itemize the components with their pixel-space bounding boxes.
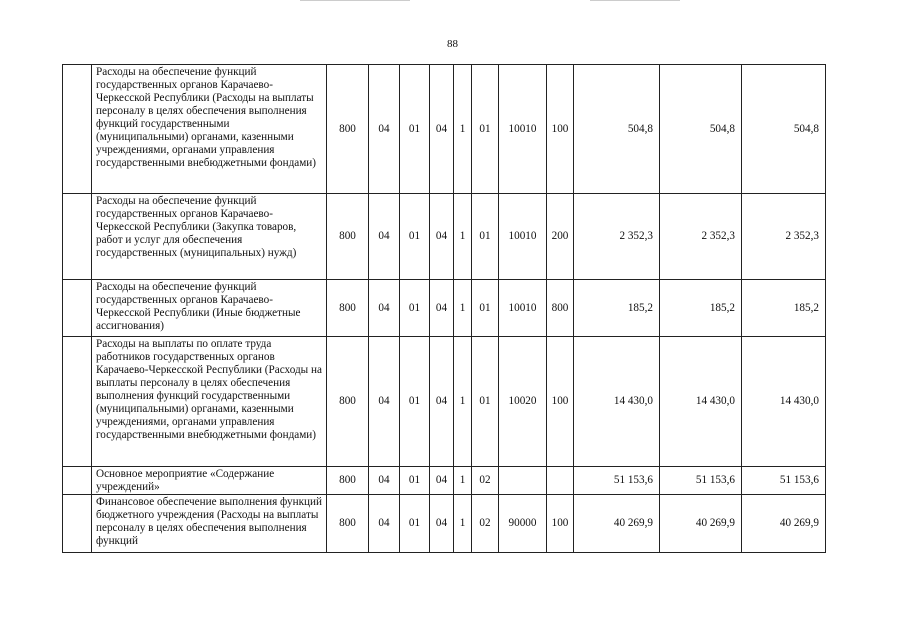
code-cell-c5: 1 [454,467,472,495]
code-cell-c6: 02 [472,467,499,495]
code-cell-c8 [547,467,574,495]
amount-cell-v2: 504,8 [660,65,742,194]
code-cell-c3: 01 [400,337,430,467]
amount-cell-v2: 185,2 [660,280,742,337]
code-cell-c4: 04 [430,467,454,495]
table-row [63,194,826,280]
table-row [63,280,826,337]
code-cell-c7: 10020 [499,337,547,467]
code-cell-c7 [499,467,547,495]
code-cell-c2: 04 [369,467,400,495]
amount-cell-v2: 14 430,0 [660,337,742,467]
code-cell-c3: 01 [400,65,430,194]
expense-name-cell: Расходы на обеспечение функций государственных органов Карачаево-Черкесской Республики (Закупка товаров, работ и услуг для обеспечения государственных (муниципальных) нужд) [92,194,327,280]
code-cell-c3: 01 [400,194,430,280]
code-cell-c2: 04 [369,65,400,194]
amount-cell-v1: 2 352,3 [574,194,660,280]
amount-cell-v1: 14 430,0 [574,337,660,467]
amount-cell-v2: 51 153,6 [660,467,742,495]
table-row [63,337,826,467]
amount-cell-v3: 504,8 [742,65,826,194]
row-index-cell [63,280,92,337]
code-cell-c1: 800 [327,65,369,194]
expense-name-cell: Расходы на обеспечение функций государственных органов Карачаево-Черкесской Республики (Расходы на выплаты персоналу в целях обеспечения выполнения функций государственными (муниципальными) органами, казенными учреждениями, органами управления государственными внебюджетными фондами) [92,65,327,194]
amount-cell-v1: 40 269,9 [574,495,660,553]
code-cell-c8: 100 [547,65,574,194]
amount-cell-v3: 185,2 [742,280,826,337]
table-row [63,65,826,194]
row-index-cell [63,337,92,467]
code-cell-c8: 100 [547,337,574,467]
scan-edge-line [300,0,410,1]
code-cell-c7: 10010 [499,194,547,280]
amount-cell-v1: 185,2 [574,280,660,337]
budget-table [62,64,826,553]
table-body [63,65,826,553]
code-cell-c1: 800 [327,337,369,467]
code-cell-c5: 1 [454,337,472,467]
code-cell-c5: 1 [454,65,472,194]
row-index-cell [63,495,92,553]
code-cell-c6: 01 [472,65,499,194]
scan-edge-line [590,0,680,1]
expense-name-cell: Основное мероприятие «Содержание учреждений» [92,467,327,495]
code-cell-c2: 04 [369,495,400,553]
expense-name-cell: Финансовое обеспечение выполнения функций бюджетного учреждения (Расходы на выплаты персоналу в целях обеспечения выполнения функций [92,495,327,553]
page-number: 88 [447,38,458,50]
amount-cell-v3: 40 269,9 [742,495,826,553]
row-index-cell [63,65,92,194]
expense-name-cell: Расходы на обеспечение функций государственных органов Карачаево-Черкесской Республики (Иные бюджетные ассигнования) [92,280,327,337]
code-cell-c7: 10010 [499,65,547,194]
amount-cell-v3: 51 153,6 [742,467,826,495]
code-cell-c6: 02 [472,495,499,553]
amount-cell-v1: 504,8 [574,65,660,194]
code-cell-c1: 800 [327,495,369,553]
code-cell-c7: 10010 [499,280,547,337]
code-cell-c4: 04 [430,194,454,280]
code-cell-c2: 04 [369,337,400,467]
code-cell-c6: 01 [472,337,499,467]
amount-cell-v2: 40 269,9 [660,495,742,553]
amount-cell-v1: 51 153,6 [574,467,660,495]
code-cell-c7: 90000 [499,495,547,553]
amount-cell-v3: 14 430,0 [742,337,826,467]
amount-cell-v3: 2 352,3 [742,194,826,280]
amount-cell-v2: 2 352,3 [660,194,742,280]
table-row [63,495,826,553]
code-cell-c8: 200 [547,194,574,280]
code-cell-c8: 800 [547,280,574,337]
code-cell-c5: 1 [454,280,472,337]
code-cell-c1: 800 [327,194,369,280]
code-cell-c4: 04 [430,280,454,337]
code-cell-c8: 100 [547,495,574,553]
table-row [63,467,826,495]
expense-name-cell: Расходы на выплаты по оплате труда работников государственных органов Карачаево-Черкесской Республики (Расходы на выплаты персоналу в целях обеспечения выполнения функций государственными (муниципальными) органами, казенными учреждениями, органами управления государственными внебюджетными фондами) [92,337,327,467]
code-cell-c4: 04 [430,65,454,194]
code-cell-c3: 01 [400,467,430,495]
code-cell-c2: 04 [369,280,400,337]
code-cell-c5: 1 [454,495,472,553]
code-cell-c4: 04 [430,495,454,553]
code-cell-c3: 01 [400,280,430,337]
code-cell-c4: 04 [430,337,454,467]
code-cell-c6: 01 [472,280,499,337]
code-cell-c1: 800 [327,280,369,337]
code-cell-c1: 800 [327,467,369,495]
code-cell-c3: 01 [400,495,430,553]
row-index-cell [63,467,92,495]
code-cell-c2: 04 [369,194,400,280]
code-cell-c6: 01 [472,194,499,280]
row-index-cell [63,194,92,280]
code-cell-c5: 1 [454,194,472,280]
